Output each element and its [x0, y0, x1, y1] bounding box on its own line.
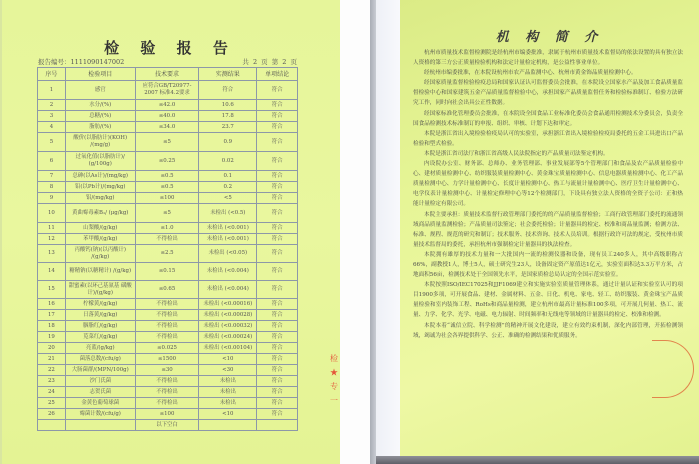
cell-item: 甜蜜素(以环己基氨基 磺酸计)/(g/kg) [65, 281, 135, 299]
cell-conclusion: 符合 [257, 81, 298, 100]
cell-result: 未检出 [199, 376, 257, 387]
cell-no: 13 [38, 245, 66, 263]
table-row [38, 343, 298, 354]
table-body [38, 81, 298, 431]
cell-item: 糖精钠(以糖精计) /(g/kg) [65, 263, 135, 281]
cell-item [65, 420, 135, 431]
cell-item: 总砷(以As计)/(mg/kg) [65, 171, 135, 182]
cell-result: 符合 [199, 81, 257, 100]
cell-result: 0.9 [199, 133, 257, 152]
cell-requirement: ≤1500 [135, 354, 199, 365]
cell-result: 0.02 [199, 152, 257, 171]
cell-result: 未检出 (<0.5) [199, 204, 257, 223]
table-row [38, 171, 298, 182]
table-row [38, 299, 298, 310]
cell-requirement: ≤0.65 [135, 281, 199, 299]
cell-no: 20 [38, 343, 66, 354]
cell-requirement: ≤40.0 [135, 111, 199, 122]
cell-conclusion: 符合 [257, 409, 298, 420]
cell-requirement: ≤0.15 [135, 263, 199, 281]
cell-conclusion: 符合 [257, 234, 298, 245]
cell-conclusion: 符合 [257, 152, 298, 171]
cell-item: 日落黄/(g/kg) [65, 310, 135, 321]
cell-no: 2 [38, 100, 66, 111]
table-row [38, 234, 298, 245]
table-row [38, 100, 298, 111]
intro-paragraph: 杭州市质量技术监督检测院是经杭州市编委批准，隶属于杭州市质量技术监督局的依法设置的具有独立法人资格的第三方公正质量检验机构和法定计量检定机构，是公益性事业单位。 [413, 50, 683, 67]
intro-title: 机 构 简 介 [495, 30, 604, 45]
cell-conclusion: 符合 [257, 263, 298, 281]
cell-result: 未检出 (<0.05) [199, 245, 257, 263]
table-row [38, 193, 298, 204]
page-gap [340, 0, 370, 464]
cell-result: 10.6 [199, 100, 257, 111]
cell-no: 3 [38, 111, 66, 122]
cell-result: 未检出 [199, 387, 257, 398]
cell-requirement: ≤0.5 [135, 182, 199, 193]
page-edge [376, 0, 400, 462]
cell-no: 24 [38, 387, 66, 398]
cell-conclusion: 符合 [257, 321, 298, 332]
cell-conclusion: 符合 [257, 223, 298, 234]
header-conclusion: 单项结论 [257, 68, 298, 81]
cell-item: 霉菌计数/(cfu/g) [65, 409, 135, 420]
cell-no: 12 [38, 234, 66, 245]
cell-conclusion: 符合 [257, 100, 298, 111]
cell-result: 未检出 (<0.004) [199, 281, 257, 299]
cell-no: 22 [38, 365, 66, 376]
cell-no: 4 [38, 122, 66, 133]
cell-item: 金黄色葡萄球菌 [65, 398, 135, 409]
cell-item: 胭脂红/(g/kg) [65, 321, 135, 332]
cell-conclusion: 符合 [257, 310, 298, 321]
cell-conclusion: 符合 [257, 376, 298, 387]
cell-no: 16 [38, 299, 66, 310]
cell-no: 7 [38, 171, 66, 182]
inspection-results-table [37, 67, 298, 431]
cell-requirement: 不得检出 [135, 376, 199, 387]
header-result: 实测结果 [199, 68, 257, 81]
cell-item: 铅(以Pb计)/(mg/kg) [65, 182, 135, 193]
cell-item: 黄曲霉毒素B₁/ (μg/kg) [65, 204, 135, 223]
cell-requirement: 以下空白 [135, 420, 199, 431]
cell-result: 未检出 (<0.001) [199, 234, 257, 245]
report-title: 检 验 报 告 [104, 39, 236, 57]
cell-requirement: ≤0.5 [135, 171, 199, 182]
cell-item: 苋菜红/(g/kg) [65, 332, 135, 343]
cell-no: 21 [38, 354, 66, 365]
cell-no: 15 [38, 281, 66, 299]
cell-requirement: ≤100 [135, 193, 199, 204]
cell-no: 19 [38, 332, 66, 343]
table-row [38, 81, 298, 100]
cell-item: 总糖/(%) [65, 111, 135, 122]
cell-requirement: ≤100 [135, 409, 199, 420]
cell-conclusion: 符合 [257, 193, 298, 204]
cell-result: 未检出 (<0.00028) [199, 310, 257, 321]
cell-requirement: 不得检出 [135, 310, 199, 321]
stamp-text: 检 ★ 专 一 [330, 354, 338, 405]
cell-result: 17.8 [199, 111, 257, 122]
table-header-row [38, 68, 298, 81]
header-item: 检验项目 [65, 68, 135, 81]
cell-item: 脂肪/(%) [65, 122, 135, 133]
cell-no: 14 [38, 263, 66, 281]
table-row [38, 310, 298, 321]
cell-result: 0.2 [199, 182, 257, 193]
cell-requirement: 应符合GB/T20977-2007 标准4.2要求 [135, 81, 199, 100]
cell-conclusion: 符合 [257, 365, 298, 376]
intro-paragraph: 本院拥有雄厚的技术力量和一大批国内一流的检测仪器和设备，现有员工240多人，其中高级职称占66%，副教授1人，博士5人，硕士研究生23人，设备固定资产原值达1亿元，实验室面积达3.3万平方米，占地面积56亩，检测技术处于全国领先水平，是国家质检总局认定的全国示范实验室。 [413, 251, 683, 279]
cell-requirement: ≤34.0 [135, 122, 199, 133]
cell-no: 5 [38, 133, 66, 152]
cell-requirement: ≤2.5 [135, 245, 199, 263]
cell-no: 6 [38, 152, 66, 171]
intro-paragraph: 本院是浙江省司法厅和浙江省高级人民法院指定的产品质量司法鉴定机构。 [424, 150, 609, 157]
intro-paragraph: 内设院办公室、财务部、总师办、业务管理部、事业发展部等5个管理部门和食品及农产品质量检验中心、建材质量检测中心、纺织服装质量检测中心、黄金珠宝质量检测中心、信息电器质量检测中心、化工产品质量检测中心、力学计量检测中心、长度计量检测中心、热工与流量计量检测中心、医疗卫生计量检测中心、电学仪表计量检测中心、计量检定修理中心等12个检测部门，下设具有独立法人资格的全资子公司：正和热能计量检定有限公司。 [413, 161, 683, 208]
cell-requirement: 不得检出 [135, 234, 199, 245]
table-row [38, 365, 298, 376]
cell-result: <10 [199, 354, 257, 365]
table-row [38, 223, 298, 234]
cell-conclusion: 符合 [257, 343, 298, 354]
cell-item: 丙酸钙(钠)(以丙酸计) /(g/kg) [65, 245, 135, 263]
cell-no: 26 [38, 409, 66, 420]
cell-requirement: ≤5 [135, 204, 199, 223]
cell-conclusion: 符合 [257, 332, 298, 343]
cell-conclusion: 符合 [257, 281, 298, 299]
table-row [38, 420, 298, 431]
cell-no [38, 420, 66, 431]
cell-no: 25 [38, 398, 66, 409]
cell-conclusion: 符合 [257, 245, 298, 263]
cell-no: 1 [38, 81, 66, 100]
table-row [38, 387, 298, 398]
cell-result: <30 [199, 365, 257, 376]
page-shadow [376, 456, 699, 464]
header-no: 序号 [38, 68, 66, 81]
table-row [38, 245, 298, 263]
cell-result: 未检出 (<0.00104) [199, 343, 257, 354]
cell-conclusion: 符合 [257, 354, 298, 365]
cell-conclusion: 符合 [257, 387, 298, 398]
table-row [38, 152, 298, 171]
table-row [38, 409, 298, 420]
report-number: 报告编号：1111090147002 [38, 58, 125, 66]
cell-result: 未检出 (<0.00016) [199, 299, 257, 310]
cell-requirement: 不得检出 [135, 321, 199, 332]
cell-item: 大肠菌群/(MPN/100g) [65, 365, 135, 376]
cell-item: 酸价(以脂肪计)(KOH) /(mg/g) [65, 133, 135, 152]
table-row [38, 204, 298, 223]
cell-result: 0.1 [199, 171, 257, 182]
cell-result: <5 [199, 193, 257, 204]
cell-item: 感官 [65, 81, 135, 100]
cell-requirement: 不得检出 [135, 398, 199, 409]
cell-requirement: 不得检出 [135, 387, 199, 398]
table-row [38, 376, 298, 387]
intro-paragraph: 本院主要承担：质量技术监督行政管理部门委托的的产品质量监督检验；工商行政管理部门委托的流通领域商品质量监测检验；产品质量司法鉴定；社会委托检验；计量器具的检定、校准和商品量监测；检测方法、标准、规程、规范的研究和制订；技术服务、技术咨询、技术人员培训。根据行政许可法的规定，受杭州市质量技术监督局的委托，承担杭州市强制检定计量器具的执法检查。 [413, 211, 683, 248]
cell-requirement: ≤0.025 [135, 343, 199, 354]
cell-no: 23 [38, 376, 66, 387]
cell-result: 未检出 (<0.001) [199, 223, 257, 234]
intro-body [413, 48, 683, 341]
cell-requirement: ≤42.0 [135, 100, 199, 111]
cell-result: 23.7 [199, 122, 257, 133]
cell-item: 水分/(%) [65, 100, 135, 111]
cell-result: 未检出 (<0.00032) [199, 321, 257, 332]
red-stamp-fragment [328, 352, 340, 412]
intro-paragraph: 本院是浙江省出入境检验检疫局认可的实验室，承担浙江省出入境检验检疫局委托的五金工具进出口产品检验和型式检验。 [413, 130, 683, 147]
cell-item: 亮蓝/(g/kg) [65, 343, 135, 354]
cell-conclusion: 符合 [257, 299, 298, 310]
table-row [38, 133, 298, 152]
intro-paragraph: 经国家质量监督检验检疫总局和国家认证认可监督委员会批准，在本院设立国家水产品及加工食品质量监督检验中心和国家建筑五金产品质量监督检验中心，承担国家产品质量监督任务和检验标准制订、检验方法研究工作，同时向社会出具公正性数据。 [413, 80, 683, 107]
table-row [38, 281, 298, 299]
cell-conclusion [257, 420, 298, 431]
intro-paragraph: 本院本着“诚信立院、科学检测”的精神开展文化建设，建立有效约束机制，深化内部管理，开拓检测领域，竭诚为社会各界提供科学、公正、准确的检测结果和优质服务。 [413, 322, 683, 339]
table-row [38, 122, 298, 133]
cell-requirement: ≤1.0 [135, 223, 199, 234]
cell-item: 菌落总数/(cfu/g) [65, 354, 135, 365]
page-count: 共 2 页 第 2 页 [242, 58, 298, 66]
cell-requirement: ≤5 [135, 133, 199, 152]
cell-result [199, 420, 257, 431]
cell-conclusion: 符合 [257, 204, 298, 223]
cell-no: 18 [38, 321, 66, 332]
cell-item: 柠檬黄/(g/kg) [65, 299, 135, 310]
cell-item: 志贺氏菌 [65, 387, 135, 398]
cell-requirement: ≤30 [135, 365, 199, 376]
cell-requirement: ≤0.25 [135, 152, 199, 171]
intro-paragraph: 经杭州市编委批准，在本院设杭州市农产品监测中心、杭州市黄金饰品质量检测中心。 [424, 70, 637, 77]
table-row [38, 263, 298, 281]
table-row [38, 332, 298, 343]
cell-no: 9 [38, 193, 66, 204]
cell-conclusion: 符合 [257, 111, 298, 122]
table-row [38, 111, 298, 122]
cell-result: 未检出 [199, 398, 257, 409]
cell-requirement: 不得检出 [135, 332, 199, 343]
cell-item: 苯甲酸/(g/kg) [65, 234, 135, 245]
intro-paragraph: 本院按照ISO/IEC17025和JJF1069建立和实施实验室质量管理体系，通过计量认证和实验室认可的项目1900多项，可开展食品、建材、金属材料、五金、日化、机电、家电、轻工、纺织服装、黄金珠宝产品质量检验和室内装饰工程、RoHs和商品量检测，建立杭州市最高计量标准100多项，可开展几何量、热工、流量、力学、化学、光学、电磁、电力辐射、时间频率和无线电等领域的计量器具的检定、校准和检测。 [413, 282, 683, 319]
table-row [38, 182, 298, 193]
cell-no: 17 [38, 310, 66, 321]
cell-conclusion: 符合 [257, 171, 298, 182]
cell-no: 11 [38, 223, 66, 234]
table-row [38, 398, 298, 409]
cell-no: 10 [38, 204, 66, 223]
cell-no: 8 [38, 182, 66, 193]
cell-item: 沙门氏菌 [65, 376, 135, 387]
table-row [38, 354, 298, 365]
cell-conclusion: 符合 [257, 122, 298, 133]
table-row [38, 321, 298, 332]
cell-item: 铝/(mg/kg) [65, 193, 135, 204]
cell-item: 山梨酸/(g/kg) [65, 223, 135, 234]
cell-conclusion: 符合 [257, 133, 298, 152]
cell-result: <10 [199, 409, 257, 420]
intro-paragraph: 经国家标准化管理委员会批准，在本院设全国食品工业标准化委员会食品通用检测技术分委员会，负责全国食品检测技术标准制订的申报、组织、审核、计划下达和审定。 [413, 110, 683, 127]
cell-conclusion: 符合 [257, 182, 298, 193]
header-requirement: 技术要求 [135, 68, 199, 81]
cell-result: 未检出 (<0.00024) [199, 332, 257, 343]
cell-item: 过氧化值(以脂肪计)/ (g/100g) [65, 152, 135, 171]
cell-result: 未检出 (<0.004) [199, 263, 257, 281]
cell-requirement: 不得检出 [135, 299, 199, 310]
cell-conclusion: 符合 [257, 398, 298, 409]
